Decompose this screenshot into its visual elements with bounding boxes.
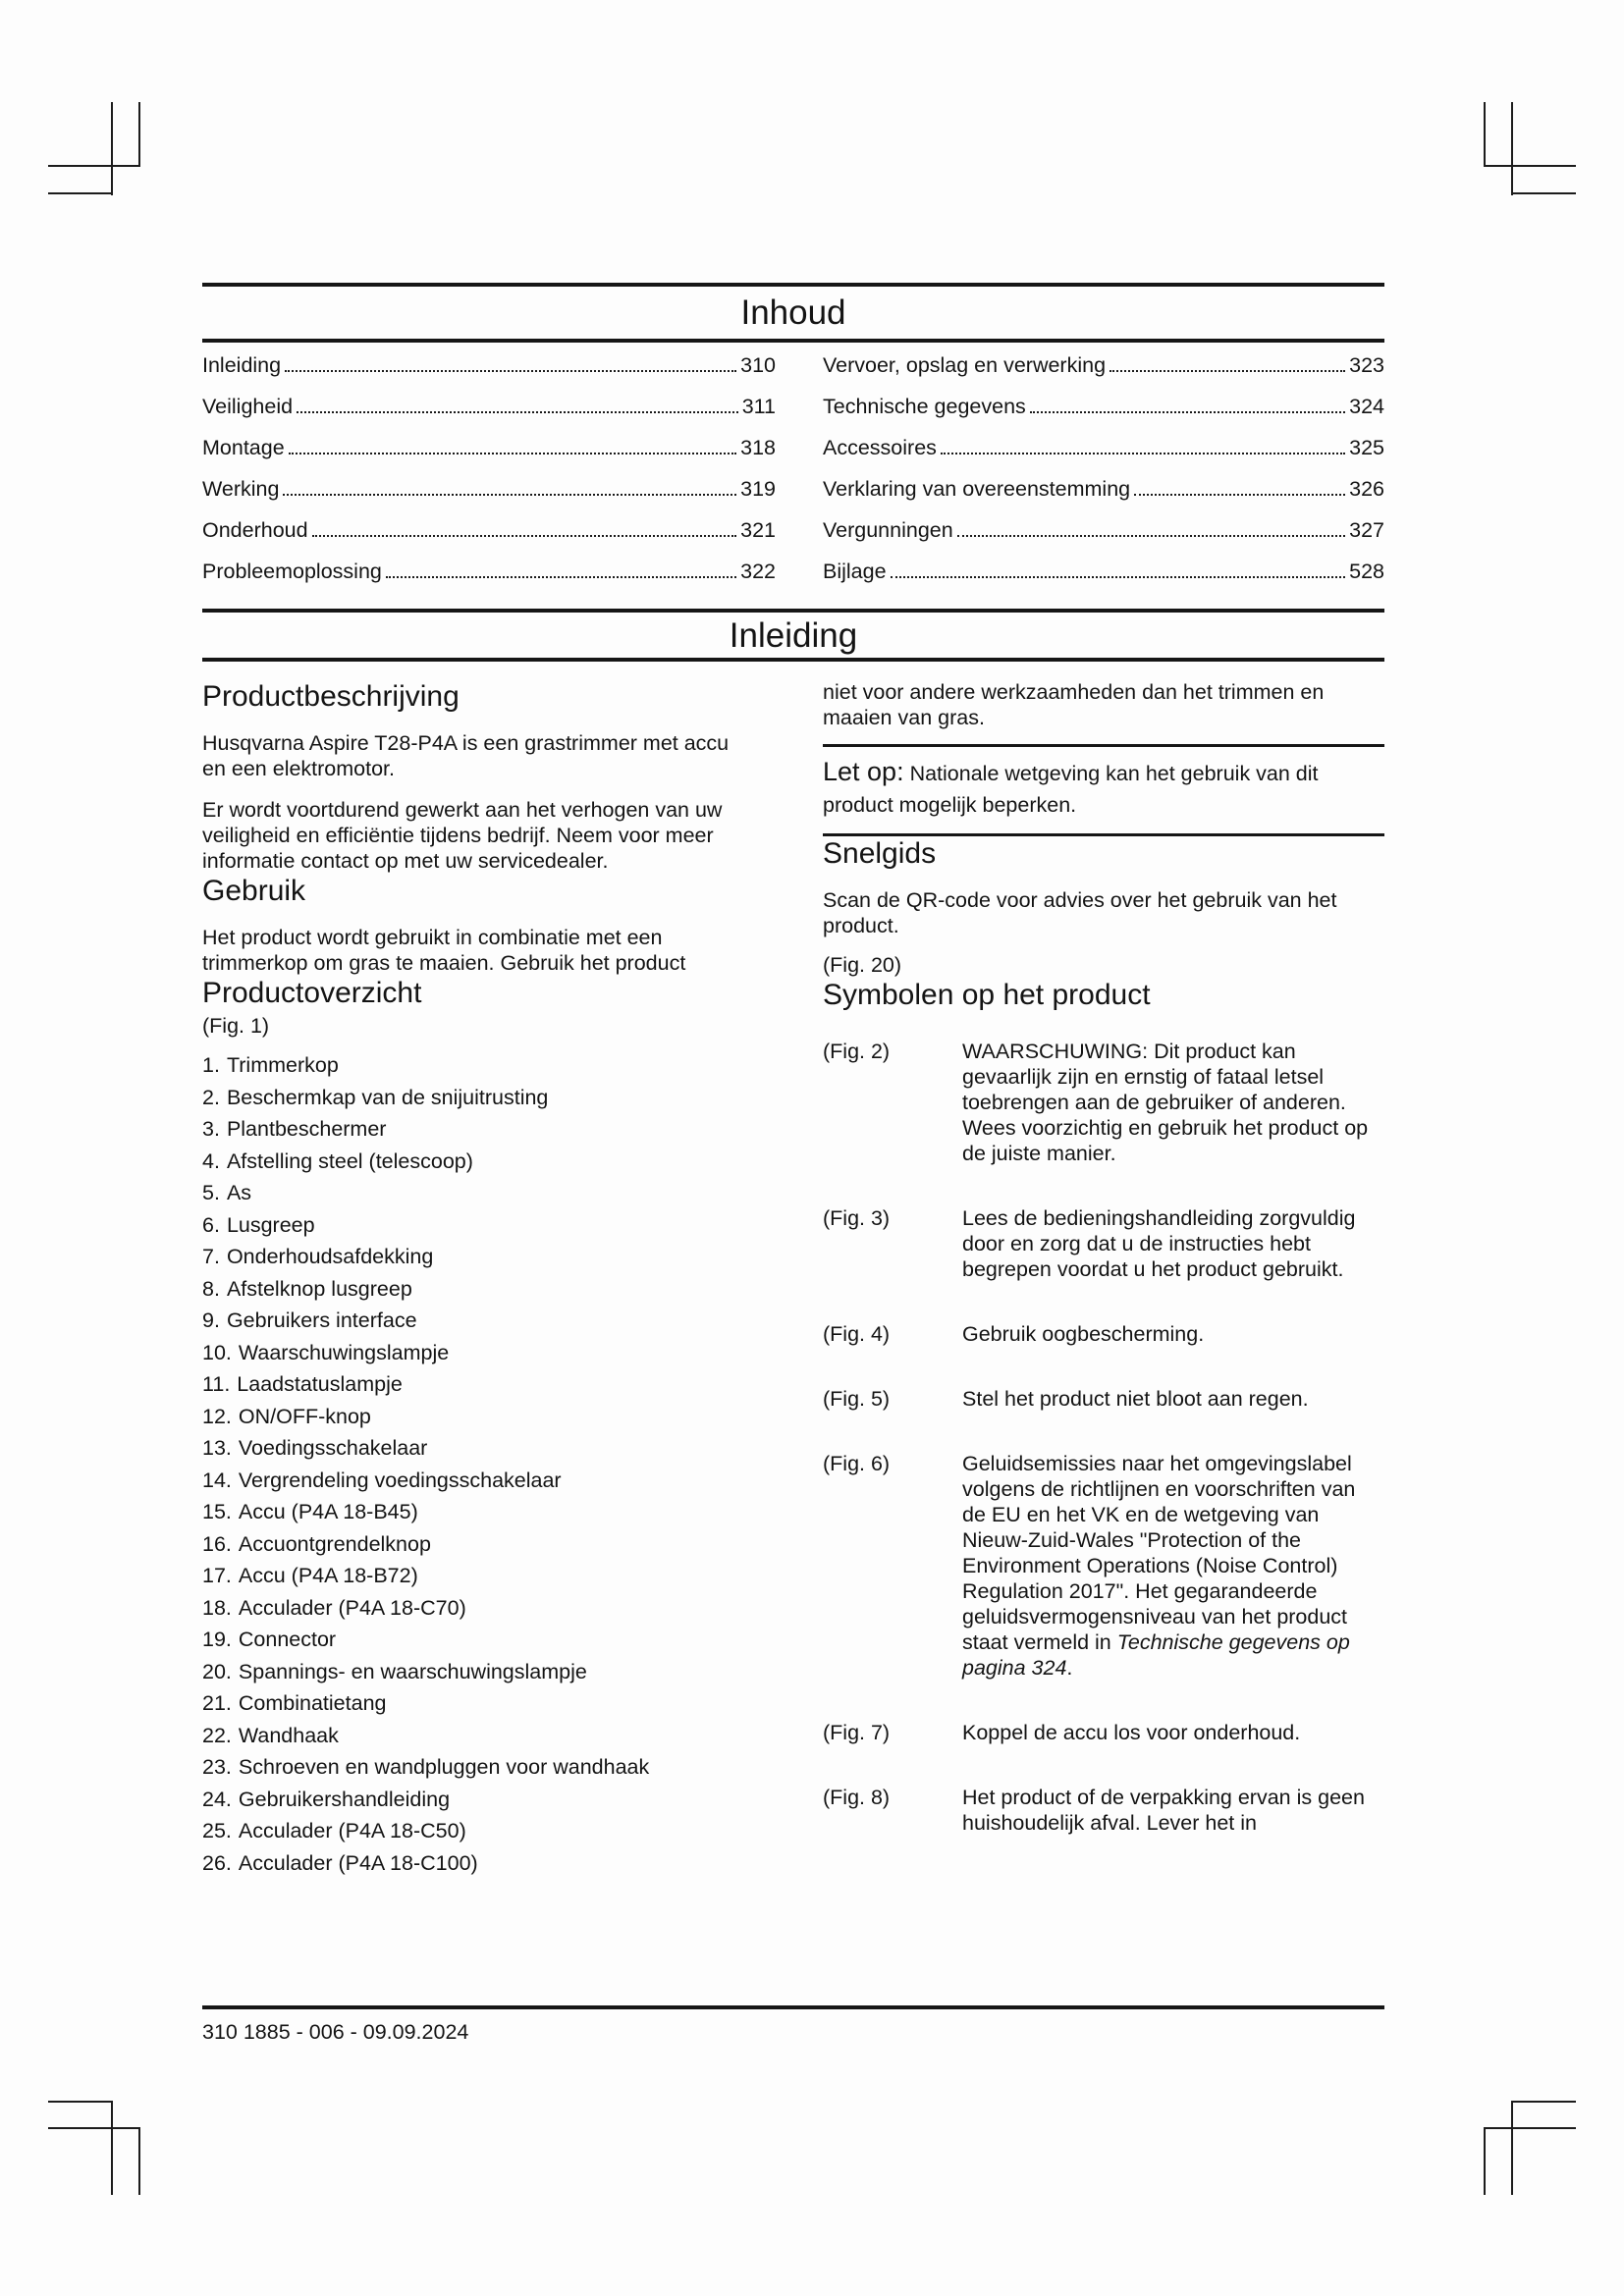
figure-ref: (Fig. 4): [823, 1322, 891, 1346]
list-item-label: ON/OFF-knop: [238, 1404, 371, 1428]
symbol-description: Gebruik oogbescherming.: [962, 1322, 1205, 1346]
list-item: [202, 1371, 757, 1397]
list-item-label: Trimmerkop: [226, 1053, 339, 1077]
list-item-number: 22.: [202, 1723, 232, 1747]
list-item-label: Combinatietang: [238, 1691, 387, 1715]
figure-ref: (Fig. 5): [823, 1387, 891, 1411]
list-item-label: Voedingsschakelaar: [238, 1436, 428, 1460]
list-item: [202, 1116, 757, 1142]
list-item-number: 4.: [202, 1148, 220, 1173]
toc-entry-page: 321: [740, 518, 776, 542]
figure-ref: (Fig. 8): [823, 1786, 891, 1809]
list-item-label: Acculader (P4A 18-C70): [238, 1595, 466, 1620]
list-item-number: 21.: [202, 1691, 232, 1715]
toc-entry: [823, 559, 1384, 584]
list-item-number: 3.: [202, 1117, 220, 1141]
list-item-label: Waarschuwingslampje: [238, 1340, 450, 1364]
toc-entry-page: 326: [1349, 477, 1384, 501]
figure-ref: (Fig. 3): [823, 1206, 891, 1230]
list-item: [202, 1148, 757, 1174]
toc-entry: [202, 435, 776, 460]
list-item: [202, 1340, 757, 1365]
paragraph: niet voor andere werkzaamheden dan het trimmen en maaien van gras.: [823, 680, 1325, 729]
list-item: [202, 1276, 757, 1302]
list-item-label: Onderhoudsafdekking: [226, 1245, 434, 1268]
toc-entry-page: 322: [740, 560, 776, 583]
toc-entry-page: 318: [740, 436, 776, 459]
note-text: Nationale wetgeving kan het gebruik van dit product mogelijk beperken.: [823, 762, 1319, 817]
toc-entry-label: Bijlage: [823, 560, 887, 583]
list-item-number: 25.: [202, 1819, 232, 1842]
list-item-label: Plantbeschermer: [226, 1117, 387, 1141]
toc-column-right: [823, 352, 1384, 600]
list-item: [202, 1595, 757, 1621]
list-item-label: Afstelling steel (telescoop): [226, 1148, 473, 1173]
list-item: [202, 1308, 757, 1333]
toc-entry-label: Vervoer, opslag en verwerking: [823, 353, 1107, 377]
horizontal-rule: [202, 339, 1384, 343]
symbol-description: Het product of de verpakking ervan is geen huishoudelijk afval. Lever het in: [962, 1786, 1365, 1835]
heading-symbolen: Symbolen op het product: [823, 979, 1151, 1011]
list-item: [202, 1085, 757, 1110]
toc-entry-page: 528: [1349, 560, 1384, 583]
dot-leader: [312, 535, 737, 537]
list-item-label: Vergrendeling voedingsschakelaar: [238, 1468, 562, 1492]
list-item-number: 10.: [202, 1340, 232, 1364]
list-item-number: 6.: [202, 1212, 220, 1237]
dot-leader: [1030, 411, 1345, 413]
list-item-number: 20.: [202, 1659, 232, 1683]
list-item-label: Accu (P4A 18-B72): [238, 1564, 418, 1587]
symbol-description: WAARSCHUWING: Dit product kan gevaarlijk zijn en ernstig of fataal letsel toebrengen aan de gebruiker of anderen. Wees voorzichtig en gebruik het product op de juiste manier.: [962, 1040, 1369, 1165]
symbol-description: Koppel de accu los voor onderhoud.: [962, 1721, 1301, 1744]
list-item: [202, 1468, 757, 1493]
list-item-label: Gebruikershandleiding: [238, 1787, 451, 1811]
toc-entry-page: 327: [1349, 518, 1384, 542]
list-item: [202, 1212, 757, 1238]
figure-ref: (Fig. 6): [823, 1452, 891, 1475]
right-column: [823, 679, 1384, 1836]
paragraph: Husqvarna Aspire T28-P4A is een grastrimmer met accu en een elektromotor.: [202, 731, 730, 780]
list-item: [202, 1404, 757, 1429]
symbols-table: [823, 1039, 1384, 1836]
list-item-label: Spannings- en waarschuwingslampje: [238, 1659, 587, 1683]
list-item-number: 18.: [202, 1595, 232, 1620]
list-item-label: Acculader (P4A 18-C50): [238, 1819, 466, 1842]
list-item-label: Acculader (P4A 18-C100): [238, 1850, 478, 1875]
horizontal-rule: [202, 283, 1384, 287]
dot-leader: [941, 453, 1345, 454]
toc-entry: [823, 517, 1384, 543]
list-item-number: 23.: [202, 1755, 232, 1779]
paragraph: Er wordt voortdurend gewerkt aan het verhogen van uw veiligheid en efficiëntie tijdens bedrijf. Neem voor meer informatie contact op met uw servicedealer.: [202, 798, 723, 873]
list-item: [202, 1531, 757, 1557]
dot-leader: [285, 370, 736, 372]
list-item-label: Lusgreep: [226, 1212, 315, 1237]
list-item-number: 2.: [202, 1085, 220, 1109]
list-item: [202, 1723, 757, 1748]
toc-entry: [202, 352, 776, 378]
note-box: [823, 744, 1384, 836]
list-item-number: 24.: [202, 1787, 232, 1811]
toc-entry: [202, 394, 776, 419]
list-item: [202, 1244, 757, 1269]
list-item: [202, 1052, 757, 1078]
symbol-description: Stel het product niet bloot aan regen.: [962, 1387, 1309, 1411]
horizontal-rule: [202, 2005, 1384, 2009]
list-item-label: Accu (P4A 18-B45): [238, 1500, 418, 1523]
toc-entry-label: Vergunningen: [823, 518, 953, 542]
figure-ref: (Fig. 1): [202, 1014, 270, 1038]
toc-entry-label: Accessoires: [823, 436, 937, 459]
list-item-number: 15.: [202, 1500, 232, 1523]
list-item: [202, 1754, 757, 1780]
list-item: [202, 1690, 757, 1716]
product-overview-list: [202, 1052, 757, 1876]
toc-entry-page: 325: [1349, 436, 1384, 459]
list-item-number: 14.: [202, 1468, 232, 1492]
toc-entry-page: 310: [740, 353, 776, 377]
toc-entry: [823, 476, 1384, 502]
list-item-number: 1.: [202, 1053, 220, 1077]
list-item-number: 9.: [202, 1308, 220, 1332]
list-item: [202, 1818, 757, 1843]
chapter-title: Inleiding: [729, 616, 858, 655]
paragraph: Scan de QR-code voor advies over het gebruik van het product.: [823, 888, 1337, 937]
list-item-label: Accuontgrendelknop: [238, 1531, 431, 1556]
list-item: [202, 1563, 757, 1588]
dot-leader: [283, 494, 736, 496]
toc-entry-page: 323: [1349, 353, 1384, 377]
list-item: [202, 1850, 757, 1876]
list-item-label: Laadstatuslampje: [237, 1372, 403, 1396]
toc-entry: [202, 476, 776, 502]
list-item-label: Afstelknop lusgreep: [226, 1276, 412, 1301]
toc-entry-page: 319: [740, 477, 776, 501]
list-item-number: 12.: [202, 1404, 232, 1428]
toc-entry-page: 311: [741, 395, 776, 418]
toc-entry-label: Technische gegevens: [823, 395, 1026, 418]
heading-snelgids: Snelgids: [823, 837, 937, 870]
figure-ref: (Fig. 7): [823, 1721, 891, 1744]
dot-leader: [957, 535, 1345, 537]
dot-leader: [891, 576, 1346, 578]
list-item-number: 11.: [202, 1372, 231, 1396]
list-item-label: Wandhaak: [238, 1723, 339, 1747]
symbol-description: Geluidsemissies naar het omgevingslabel volgens de richtlijnen en voorschriften van de EU en het VK en de wetgeving van Nieuw-Zuid-Wales "Protection of the Environment Operations (Noise Control) Regulation 2017". Het gegarandeerde geluidsvermogensniveau van het product staat vermeld in Technische gegevens op pagina 324.: [962, 1452, 1356, 1680]
toc-entry: [202, 517, 776, 543]
toc-entry: [823, 435, 1384, 460]
horizontal-rule: [202, 609, 1384, 613]
horizontal-rule: [202, 658, 1384, 662]
list-item: [202, 1180, 757, 1205]
list-item-label: Gebruikers interface: [226, 1308, 417, 1332]
heading-productbeschrijving: Productbeschrijving: [202, 680, 460, 713]
toc-entry: [823, 352, 1384, 378]
list-item-number: 17.: [202, 1564, 232, 1587]
list-item-number: 26.: [202, 1850, 232, 1875]
dot-leader: [297, 411, 738, 413]
toc-entry-page: 324: [1349, 395, 1384, 418]
dot-leader: [1134, 494, 1345, 496]
list-item-number: 5.: [202, 1181, 220, 1204]
toc-entry-label: Inleiding: [202, 353, 282, 377]
list-item-label: Beschermkap van de snijuitrusting: [226, 1085, 549, 1109]
list-item-number: 16.: [202, 1531, 232, 1556]
symbol-description: Lees de bedieningshandleiding zorgvuldig door en zorg dat u de instructies hebt begrepen voordat u het product gebruikt.: [962, 1206, 1356, 1281]
left-column: [202, 679, 757, 1882]
dot-leader: [386, 576, 736, 578]
note-label: Let op:: [823, 757, 904, 786]
list-item-number: 7.: [202, 1245, 220, 1268]
footer-document-number: 310 1885 - 006 - 09.09.2024: [202, 2020, 469, 2044]
heading-gebruik: Gebruik: [202, 875, 306, 907]
toc-entry-label: Verklaring van overeenstemming: [823, 477, 1131, 501]
list-item-label: As: [226, 1181, 252, 1204]
paragraph: Het product wordt gebruikt in combinatie met een trimmerkop om gras te maaien. Gebruik het product: [202, 926, 686, 975]
figure-ref: (Fig. 20): [823, 953, 902, 977]
list-item-number: 8.: [202, 1276, 220, 1301]
list-item: [202, 1627, 757, 1652]
toc-entry-label: Werking: [202, 477, 280, 501]
list-item: [202, 1659, 757, 1684]
dot-leader: [289, 453, 736, 454]
toc-entry: [202, 559, 776, 584]
figure-ref: (Fig. 2): [823, 1040, 891, 1063]
toc-entry-label: Probleemoplossing: [202, 560, 382, 583]
toc-title: Inhoud: [740, 294, 846, 332]
toc-entry-label: Onderhoud: [202, 518, 308, 542]
list-item: [202, 1787, 757, 1812]
toc-entry-label: Montage: [202, 436, 285, 459]
dot-leader: [1110, 370, 1345, 372]
toc-column-left: [202, 352, 776, 600]
list-item-label: Connector: [238, 1628, 337, 1651]
list-item-number: 13.: [202, 1436, 232, 1460]
list-item-number: 19.: [202, 1628, 232, 1651]
toc-entry-label: Veiligheid: [202, 395, 294, 418]
heading-productoverzicht: Productoverzicht: [202, 977, 422, 1009]
list-item: [202, 1499, 757, 1524]
toc-entry: [823, 394, 1384, 419]
list-item: [202, 1435, 757, 1461]
list-item-label: Schroeven en wandpluggen voor wandhaak: [238, 1755, 650, 1779]
